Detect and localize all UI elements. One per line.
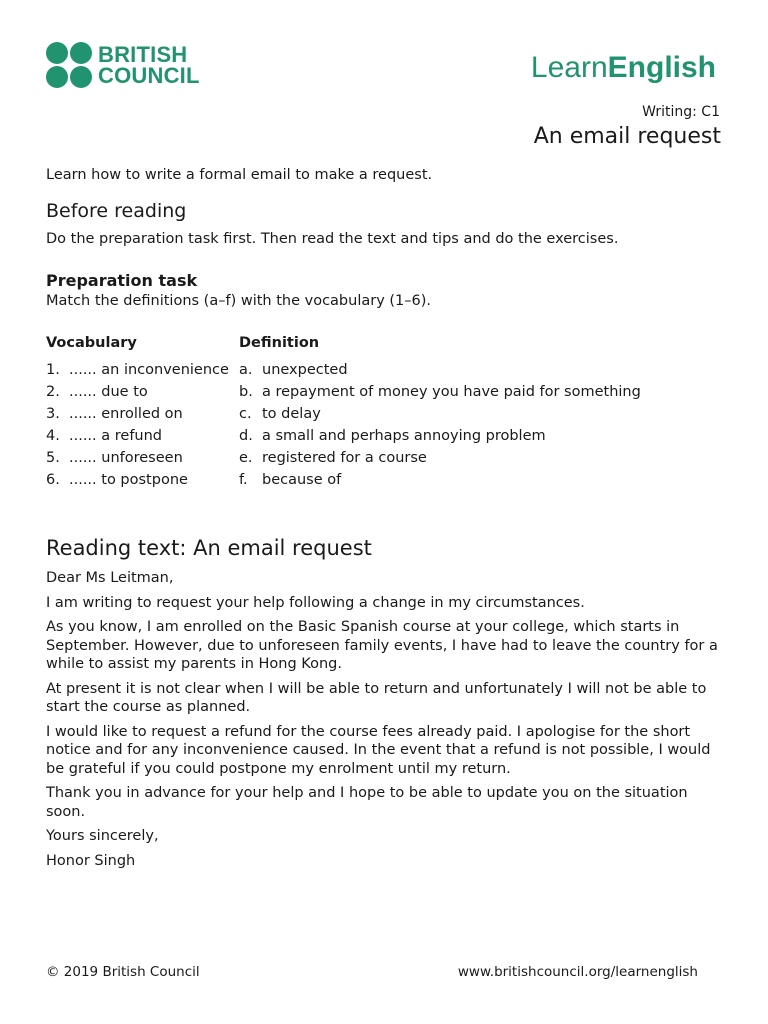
logo-dots-icon	[46, 42, 92, 88]
british-council-logo	[46, 42, 200, 88]
preparation-heading: Preparation task	[46, 271, 198, 290]
definition-item	[239, 360, 726, 380]
vocab-item	[46, 470, 239, 490]
definition-item	[239, 426, 726, 446]
vocab-number: 6.	[46, 472, 60, 488]
letter-signature: Honor Singh	[46, 852, 136, 869]
letter-paragraph: Thank you in advance for your help and I hope to be able to update you on the situation soon.	[46, 785, 688, 820]
definition-item	[239, 404, 726, 424]
vocab-item	[46, 448, 239, 468]
definition-letter: f.	[239, 472, 248, 488]
vocab-number: 5.	[46, 450, 60, 466]
before-reading-heading: Before reading	[46, 200, 187, 222]
definition-item	[239, 470, 726, 490]
definition-text: a small and perhaps annoying problem	[262, 428, 546, 444]
vocab-number: 3.	[46, 406, 60, 422]
definition-text: to delay	[262, 406, 321, 422]
letter-paragraph: At present it is not clear when I will be able to return and unfortunately I will not be able to start the course as planned.	[46, 680, 707, 715]
logo-line-2: COUNCIL	[98, 63, 200, 88]
definition-text: unexpected	[262, 362, 348, 378]
definition-item	[239, 382, 726, 402]
vocab-number: 1.	[46, 362, 60, 378]
definition-text: because of	[262, 472, 342, 488]
vocab-text: ...... due to	[69, 384, 148, 400]
definition-header: Definition	[239, 335, 320, 351]
definition-letter: e.	[239, 450, 253, 466]
vocabulary-table	[46, 333, 726, 490]
footer-copyright: © 2019 British Council	[46, 964, 200, 980]
letter-paragraph: I am writing to request your help following a change in my circumstances.	[46, 594, 585, 611]
logo-line-1: BRITISH	[98, 42, 188, 67]
page-title: An email request	[533, 124, 721, 149]
definition-letter: d.	[239, 428, 253, 444]
main-content	[46, 165, 726, 876]
letter-paragraph: As you know, I am enrolled on the Basic Spanish course at your college, which starts in September. However, due to unforeseen family events, I have had to leave the country for a while to assist my parents in Hong Kong.	[46, 619, 718, 672]
definition-letter: c.	[239, 406, 252, 422]
level-label: Writing: C1	[642, 104, 720, 120]
reading-heading: Reading text: An email request	[46, 536, 372, 560]
footer-url: www.britishcouncil.org/learnenglish	[457, 964, 698, 980]
vocabulary-header: Vocabulary	[46, 335, 137, 351]
vocab-number: 4.	[46, 428, 60, 444]
vocab-text: ...... unforeseen	[69, 450, 183, 466]
definition-item	[239, 448, 726, 468]
vocab-item	[46, 382, 239, 402]
vocab-text: ...... an inconvenience	[69, 362, 229, 378]
letter-salutation: Dear Ms Leitman,	[46, 570, 174, 586]
letter-closing: Yours sincerely,	[46, 828, 159, 844]
vocab-number: 2.	[46, 384, 60, 400]
learnenglish-logo	[531, 50, 716, 86]
definition-letter: a.	[239, 362, 253, 378]
vocab-text: ...... to postpone	[69, 472, 188, 488]
definition-letter: b.	[239, 384, 253, 400]
definition-text: a repayment of money you have paid for something	[262, 384, 641, 400]
vocab-text: ...... a refund	[69, 428, 163, 444]
vocab-item	[46, 404, 239, 424]
logo-text	[98, 44, 200, 86]
vocab-text: ...... enrolled on	[69, 406, 183, 422]
preparation-instruction: Match the definitions (a–f) with the vocabulary (1–6).	[46, 293, 432, 309]
learnenglish-bold: English	[607, 51, 716, 84]
letter-paragraph: I would like to request a refund for the course fees already paid. I apologise for the short notice and for any inconvenience caused. In the event that a refund is not possible, I would be grateful if you could postpone my enrolment until my return.	[46, 723, 711, 777]
definition-text: registered for a course	[262, 450, 427, 466]
intro-text: Learn how to write a formal email to make a request.	[46, 167, 433, 183]
vocab-item	[46, 426, 239, 446]
learnenglish-prefix: Learn	[530, 51, 608, 84]
before-reading-text: Do the preparation task first. Then read the text and tips and do the exercises.	[46, 231, 619, 247]
vocab-item	[46, 360, 239, 380]
